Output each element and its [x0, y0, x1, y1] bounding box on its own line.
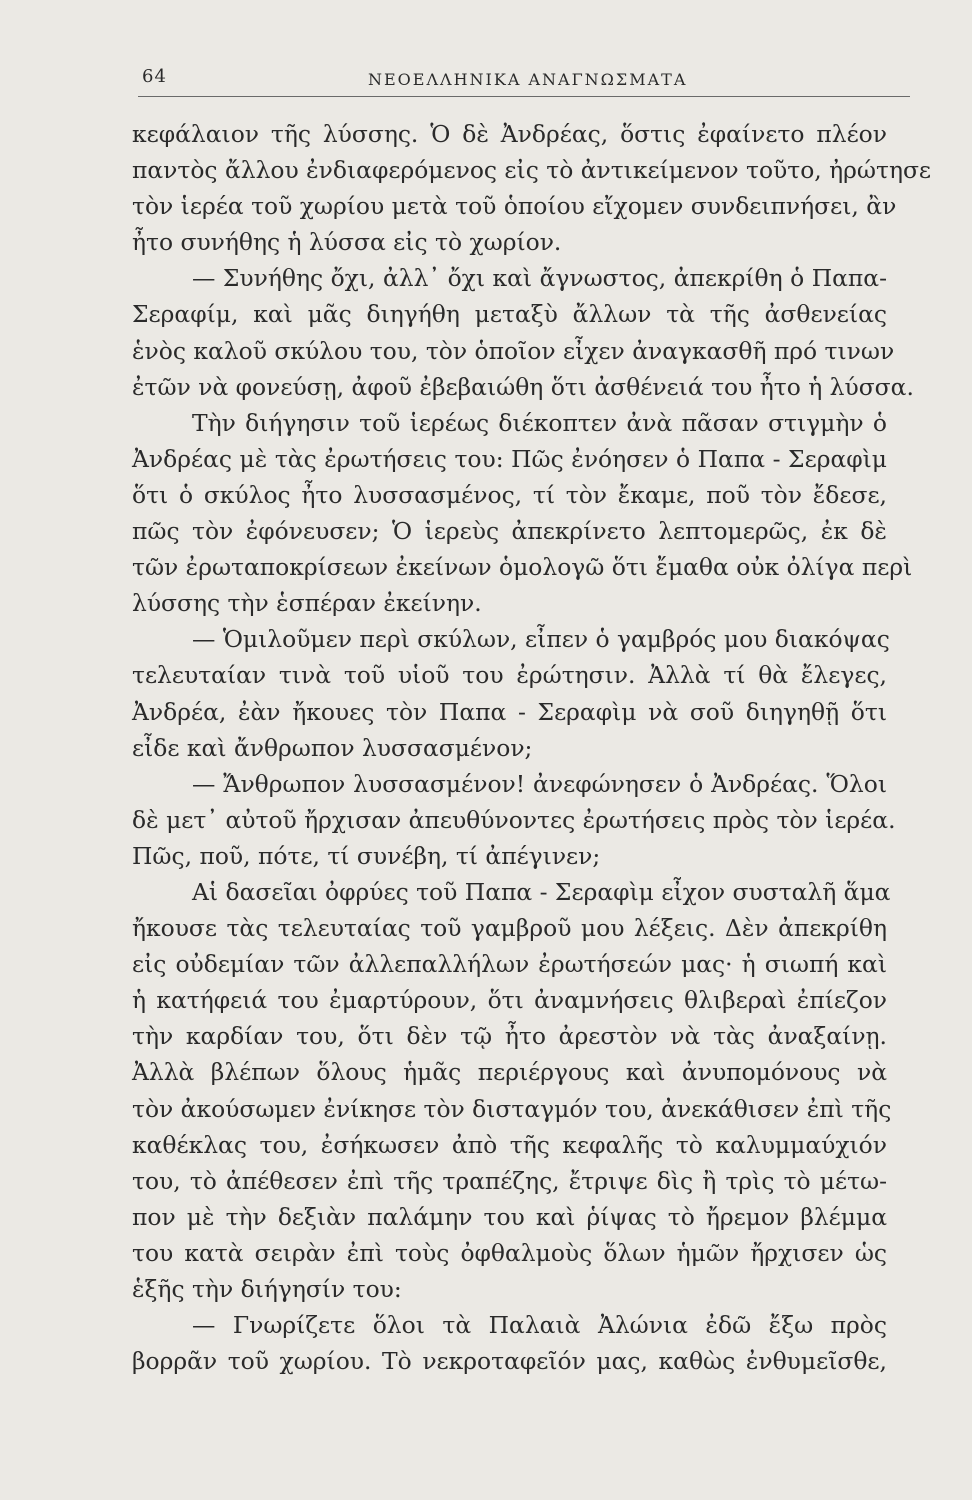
text-line: ἑνὸς καλοῦ σκύλου του, τὸν ὁποῖον εἶχεν ἀναγκασθῆ πρό τινων [132, 336, 895, 365]
text-line: Τὴν διήγησιν τοῦ ἱερέως διέκοπτεν ἀνὰ πᾶσαν στιγμὴν ὁ [192, 408, 887, 437]
text-line: βορρᾶν τοῦ χωρίου. Τὸ νεκροταφεῖόν μας, καθὼς ἐνθυμεῖσθε, [132, 1347, 887, 1376]
body-text [132, 116, 932, 1379]
text-line: Αἱ δασεῖαι ὀφρύες τοῦ Παπα - Σεραφὶμ εἶχον συσταλῆ ἅμα [192, 877, 891, 906]
text-line: — Γνωρίζετε ὅλοι τὰ Παλαιὰ Ἀλώνια ἐδῶ ἔξω πρὸς [192, 1311, 887, 1340]
text-line: πῶς τὸν ἐφόνευσεν; Ὁ ἱερεὺς ἀπεκρίνετο λεπτομερῶς, ἐκ δὲ [132, 517, 887, 546]
text-line: Πῶς, ποῦ, πότε, τί συνέβη, τί ἀπέγινεν; [132, 841, 601, 870]
text-line: τὸν ἱερέα τοῦ χωρίου μετὰ τοῦ ὁποίου εἴχομεν συνδειπνήσει, ἂν [132, 192, 897, 221]
text-line: τελευταίαν τινὰ τοῦ υἱοῦ του ἐρώτησιν. Ἀλλὰ τί θὰ ἔλεγες, [132, 661, 887, 690]
text-line: ἐτῶν νὰ φονεύσῃ, ἀφοῦ ἐβεβαιώθη ὅτι ἀσθένειά του ἦτο ἡ λύσσα. [132, 372, 914, 401]
page-header [138, 62, 910, 97]
text-line: ἦτο συνήθης ἡ λύσσα εἰς τὸ χωρίον. [132, 228, 562, 257]
running-title: ΝΕΟΕΛΛΗΝΙΚΑ ΑΝΑΓΝΩΣΜΑΤΑ [368, 70, 688, 89]
text-line: κεφάλαιον τῆς λύσσης. Ὁ δὲ Ἀνδρέας, ὅστις ἐφαίνετο πλέον [132, 120, 887, 148]
text-line: ἑξῆς τὴν διήγησίν του: [132, 1275, 402, 1303]
text-line: Ἀνδρέας μὲ τὰς ἐρωτήσεις του: Πῶς ἐνόησεν ὁ Παπα - Σεραφὶμ [132, 444, 887, 473]
text-line: εἰς οὐδεμίαν τῶν ἀλλεπαλλήλων ἐρωτήσεών μας· ἡ σιωπή καὶ [132, 950, 887, 979]
text-line: εἶδε καὶ ἄνθρωπον λυσσασμένον; [132, 733, 533, 762]
text-line: καθέκλας του, ἐσήκωσεν ἀπὸ τῆς κεφαλῆς τὸ καλυμμαύχιόν [132, 1130, 887, 1159]
text-line: τῶν ἐρωταποκρίσεων ἐκείνων ὁμολογῶ ὅτι ἔμαθα οὐκ ὀλίγα περὶ [132, 553, 913, 582]
text-line: ἡ κατήφειά του ἐμαρτύρουν, ὅτι ἀναμνήσεις θλιβεραὶ ἐπίεζον [132, 986, 887, 1015]
text-line: ἤκουσε τὰς τελευταίας τοῦ γαμβροῦ μου λέξεις. Δὲν ἀπεκρίθη [132, 914, 887, 943]
text-line: — Συνήθης ὄχι, ἀλλ᾽ ὄχι καὶ ἄγνωστος, ἀπεκρίθη ὁ Παπα- [192, 264, 887, 293]
text-line: δὲ μετ᾽ αὐτοῦ ἤρχισαν ἀπευθύνοντες ἐρωτήσεις πρὸς τὸν ἱερέα. [132, 805, 896, 834]
text-line: τὴν καρδίαν του, ὅτι δὲν τῷ ἦτο ἀρεστὸν νὰ τὰς ἀναξαίνῃ. [132, 1022, 887, 1051]
text-line: — Ὁμιλοῦμεν περὶ σκύλων, εἶπεν ὁ γαμβρός μου διακόψας [192, 625, 890, 654]
text-line: παντὸς ἄλλου ἐνδιαφερόμενος εἰς τὸ ἀντικείμενον τοῦτο, ἠρώτησε [132, 156, 932, 185]
text-line: του, τὸ ἀπέθεσεν ἐπὶ τῆς τραπέζης, ἔτριψε δὶς ἢ τρὶς τὸ μέτω- [132, 1166, 887, 1195]
text-line: τὸν ἀκούσωμεν ἐνίκησε τὸν δισταγμόν του, ἀνεκάθισεν ἐπὶ τῆς [132, 1094, 892, 1123]
text-line: Σεραφίμ, καὶ μᾶς διηγήθη μεταξὺ ἄλλων τὰ τῆς ἀσθενείας [132, 300, 887, 329]
text-line: Ἀνδρέα, ἐὰν ἤκουες τὸν Παπα - Σεραφὶμ νὰ σοῦ διηγηθῇ ὅτι [132, 697, 887, 726]
text-line: ὅτι ὁ σκύλος ἦτο λυσσασμένος, τί τὸν ἔκαμε, ποῦ τὸν ἔδεσε, [132, 480, 887, 509]
text-line: λύσσης τὴν ἑσπέραν ἐκείνην. [132, 589, 482, 618]
text-line: του κατὰ σειρὰν ἐπὶ τοὺς ὀφθαλμοὺς ὅλων ἡμῶν ἤρχισεν ὡς [132, 1238, 887, 1267]
text-line: Ἀλλὰ βλέπων ὅλους ἡμᾶς περιέργους καὶ ἀνυπομόνους νὰ [132, 1058, 887, 1087]
text-line: πον μὲ τὴν δεξιὰν παλάμην του καὶ ῥίψας τὸ ἤρεμον βλέμμα [132, 1202, 887, 1231]
text-line: — Ἄνθρωπον λυσσασμένον! ἀνεφώνησεν ὁ Ἀνδρέας. Ὅλοι [192, 769, 887, 798]
page-number: 64 [142, 66, 167, 87]
